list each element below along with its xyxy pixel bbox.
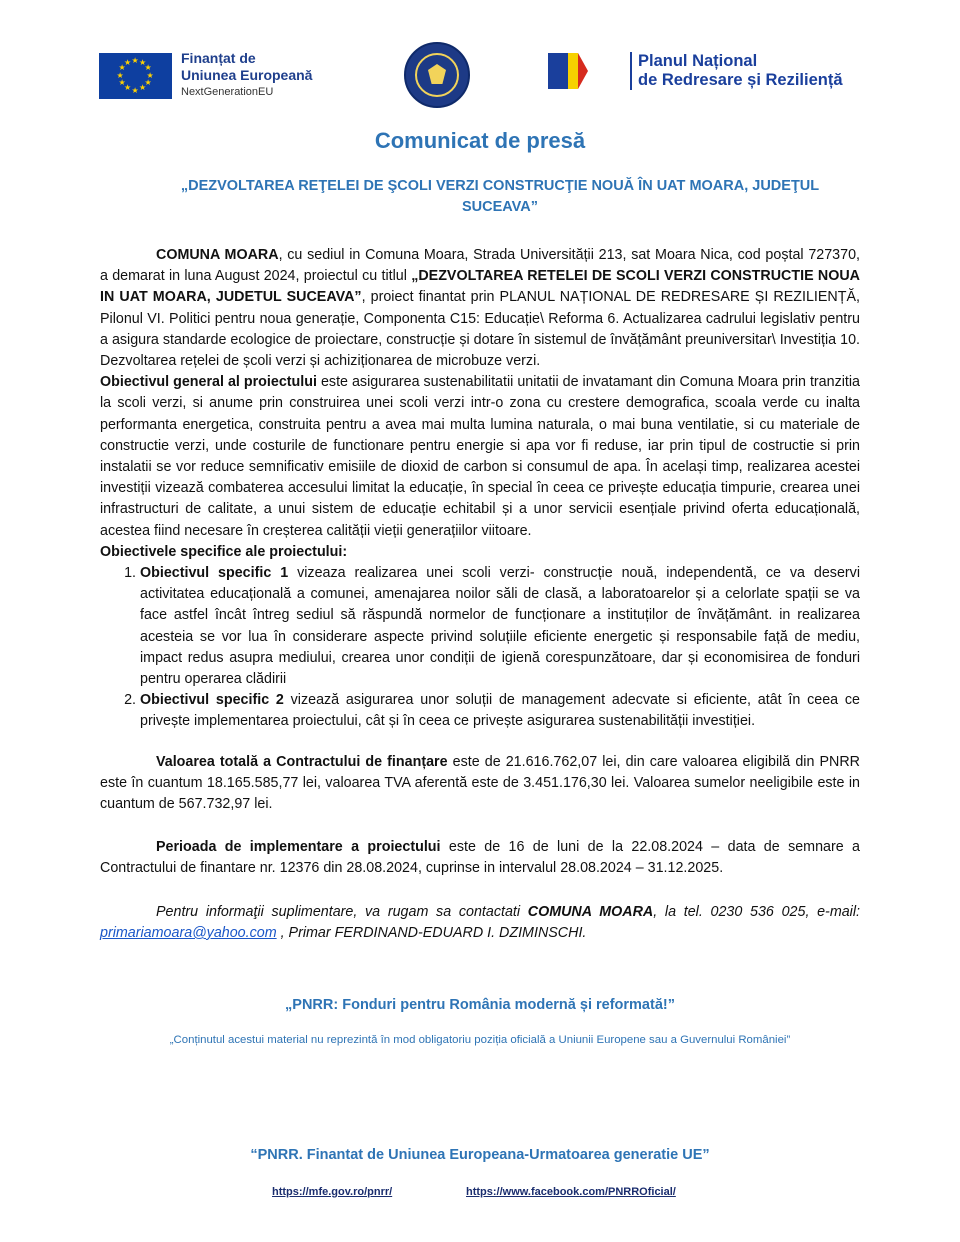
eu-star-icon: ★ xyxy=(146,70,154,80)
disclaimer: „Conținutul acestui material nu reprezintă în mod obligatoriu poziția oficială a Uniunii Europene sau a Guvernului României” xyxy=(169,1034,791,1046)
intro-paragraph xyxy=(100,245,860,372)
specific-objectives-heading: Obiectivele specifice ale proiectului: xyxy=(100,543,348,560)
intro-bold-commune: COMUNA MOARA xyxy=(156,247,279,263)
eu-star-icon: ★ xyxy=(139,83,147,93)
specific-objective-2-label: Obiectivul specific 2 xyxy=(140,692,284,709)
contract-value-text: este de 21.616.762,07 lei, din care valoarea eligibilă din PNRR este în cuantum 18.165.585,77 lei, valoarea TVA aferentă este de 3.451.176,30 lei. Valoarea sumelor neeligibile este in cuantum de 567.732,97 lei. xyxy=(100,753,860,813)
list-item xyxy=(140,690,860,732)
pnrr-logo xyxy=(548,52,843,90)
contact-text-2: , la tel. 0230 536 025, e-mail: xyxy=(653,903,861,920)
eu-line-3: NextGenerationEU xyxy=(181,86,274,98)
eu-star-icon: ★ xyxy=(144,78,152,87)
contact-text-1: Pentru informaţii suplimentare, va rugam sa contactati xyxy=(156,903,528,920)
facebook-link[interactable]: https://www.facebook.com/PNRROficial/ xyxy=(466,1186,676,1198)
list-item xyxy=(140,563,860,690)
intro-bold-project: „DEZVOLTAREA RETELEI DE SCOLI VERZI CONSTRUCTIE NOUA IN UAT MOARA, JUDETUL SUCEAVA” xyxy=(100,268,860,306)
eu-star-icon: ★ xyxy=(124,83,132,93)
specific-objectives-list xyxy=(100,563,860,733)
contact-paragraph xyxy=(100,902,860,944)
eu-line-2: Uniunea Europeană xyxy=(181,67,313,83)
specific-objective-1-label: Obiectivul specific 1 xyxy=(140,565,289,582)
specific-objective-2-text: vizează asigurarea unor soluții de management adecvate si eficiente, atât în ceea ce privește implementarea proiectului, cât și în ceea ce privește asigurarea sustenabilității investiției. xyxy=(140,692,860,730)
eu-star-icon: ★ xyxy=(124,57,132,67)
pnrr-flag-icon xyxy=(548,53,584,89)
footer-slogan: “PNRR. Finantat de Uniunea Europeana-Urmatoarea generatie UE” xyxy=(250,1147,710,1163)
eu-star-icon: ★ xyxy=(131,85,139,95)
general-objective-label: Obiectivul general al proiectului xyxy=(100,374,317,391)
pnrr-line-2: de Redresare și Reziliență xyxy=(638,71,843,89)
eu-star-icon: ★ xyxy=(144,63,152,72)
contact-text-3: , Primar FERDINAND-EDUARD I. DZIMINSCHI. xyxy=(276,924,587,941)
eu-flag-icon xyxy=(99,53,172,99)
contact-email-link[interactable]: primariamoara@yahoo.com xyxy=(100,924,277,941)
press-release-body xyxy=(100,245,860,944)
page-title: Comunicat de presă xyxy=(374,128,586,153)
pnrr-line-1: Planul Național xyxy=(638,52,758,70)
contract-value-label: Valoarea totală a Contractului de finanțare xyxy=(156,753,448,770)
eu-funding-logo xyxy=(99,50,312,101)
eu-funding-text xyxy=(181,50,312,101)
eu-star-icon: ★ xyxy=(118,63,126,72)
contact-commune: COMUNA MOARA xyxy=(527,903,654,920)
intro-text-1: , cu sediul in Comuna Moara, Strada Universității 213, sat Moara Nica, cod poștal 727370, a demarat in luna August 2024, proiectul cu titlul xyxy=(100,247,860,285)
eu-star-icon: ★ xyxy=(139,57,147,67)
pnrr-slogan: „PNRR: Fonduri pentru România modernă și reformată!” xyxy=(285,997,675,1013)
pnrr-logo-text xyxy=(630,52,843,90)
implementation-period-text: este de 16 de luni de la 22.08.2024 – data de semnare a Contractului de finantare nr. 12376 din 28.08.2024, cuprinse in intervalul 28.08.2024 – 31.12.2025. xyxy=(100,839,860,877)
general-objective-paragraph xyxy=(100,372,860,542)
eu-star-icon: ★ xyxy=(131,55,139,65)
intro-text-2: , proiect finantat prin PLANUL NAȚIONAL DE REDRESARE ȘI REZILIENȚĂ, Pilonul VI. Politici pentru noua generație, Componenta C15: Educație\ Reforma 6. Actualizarea cadrului legislativ pentru a asigura standarde ecologice de proiectare, construcție și dotare în sistemul de învățământ preuniversitar\ Investiția 10. Dezvoltarea rețelei de școli verzi și achiziționarea de microbuze verzi. xyxy=(100,289,860,370)
eu-star-icon: ★ xyxy=(116,70,124,80)
mfe-link[interactable]: https://mfe.gov.ro/pnrr/ xyxy=(272,1186,393,1198)
eu-star-icon: ★ xyxy=(118,78,126,87)
general-objective-text: este asigurarea sustenabilitatii unitatii de invatamant din Comuna Moara prin tranzitia la scoli verzi, si anume prin construirea unei scoli verzi intr-o zona cu crestere demografica, scoala verde cu inalta performanta energetica, construita pentru a avea mai multa lumina naturala, o mai buna ventilatie, si cu materiale de constructie verzi, unde costurile de functionare pentru energie si apa vor fi reduse, iar prin tipul de costructie si prin instalatii se vor reduce semnificativ emisiile de dioxid de carbon si consumul de apa. În același timp, realizarea acestei investiții vizează combaterea accesului limitat la educație, în special în ceea ce privește educația timpurie, crearea unei infrastructuri de calitate, a unui sistem de educație echitabil și a unor servicii esențiale privind oferta educațională, acestea fiind necesare în creșterea calității vieții generațiilor viitoare. xyxy=(100,374,861,539)
implementation-period-label: Perioada de implementare a proiectului xyxy=(156,839,441,856)
eu-line-1: Finanțat de xyxy=(181,50,256,66)
specific-objective-1-text: vizeaza realizarea unei scoli verzi- construcție nouă, independentă, ce va deservi activitatea educațională a comunei, amenajarea noilor săli de clasă, a laboratoarelor și a celorlate spații se va face astfel încât întreg sediul să răspundă normelor de funcționare a instituților de învățământ. in realizarea acesteia se vor lua în considerare aspecte privind soluțiile eficiente energetic și responsabile față de mediu, impact redus asupra mediului, crearea unor condiții de igienă corespunzătoare, dar și economisirea de fonduri pentru operarea clădirii xyxy=(140,565,860,688)
contract-value-paragraph xyxy=(100,752,860,816)
implementation-period-paragraph xyxy=(100,837,860,879)
romanian-government-seal-icon xyxy=(404,42,470,108)
project-title: „DEZVOLTAREA REŢELEI DE ŞCOLI VERZI CONSTRUCŢIE NOUĂ ÎN UAT MOARA, JUDEŢUL SUCEAVA” xyxy=(180,178,820,215)
